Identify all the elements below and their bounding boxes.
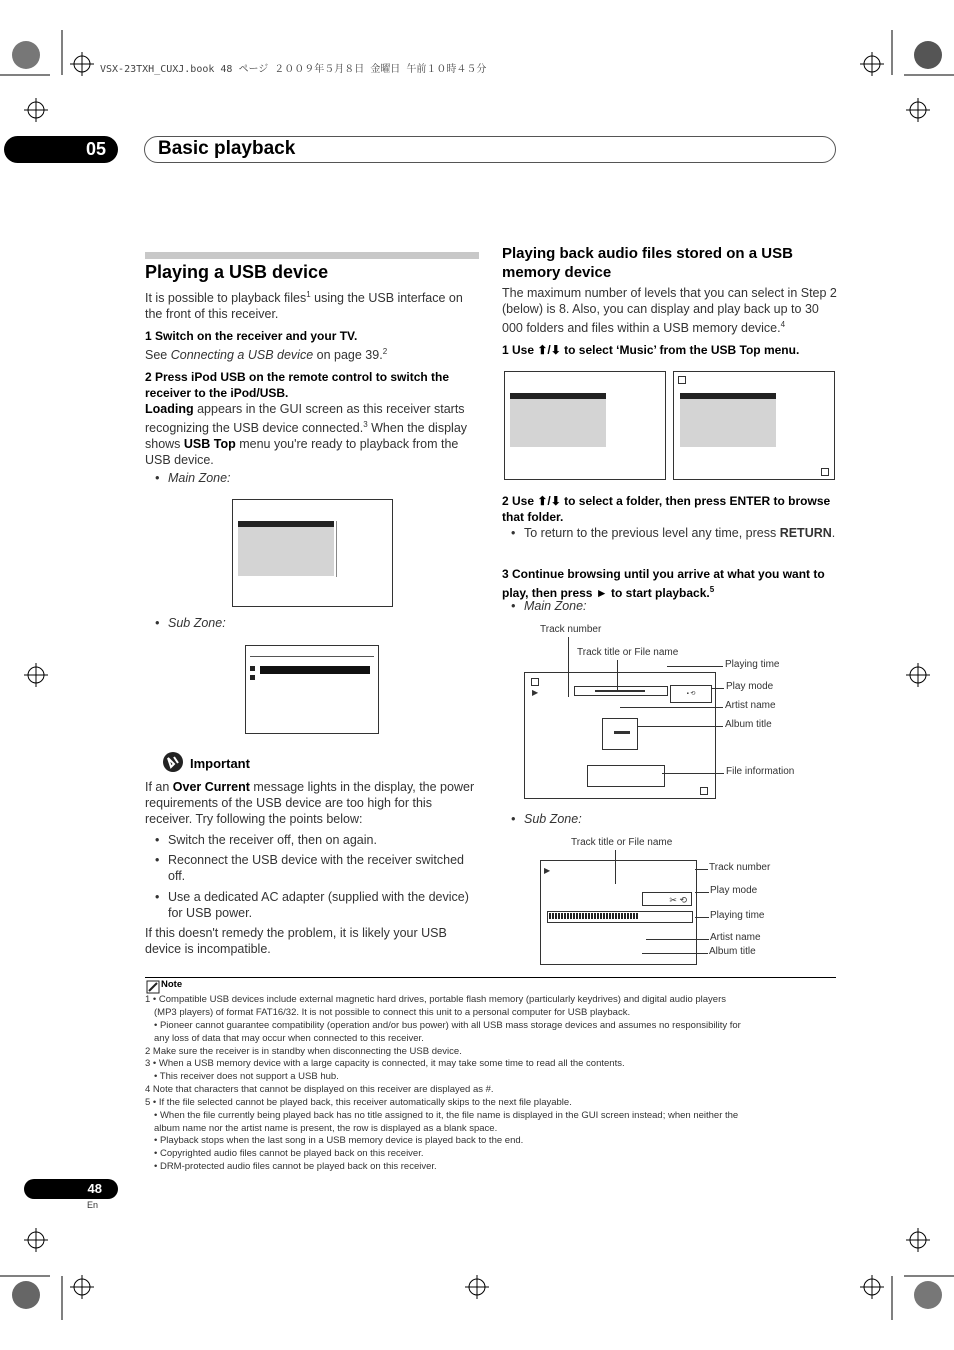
- sub-label-playing-time: Playing time: [710, 910, 765, 921]
- note-icon: [146, 980, 160, 994]
- main-label-file-info: File information: [726, 766, 795, 777]
- step-1-text: See Connecting a USB device on page 39.$^2$: [145, 347, 388, 363]
- section-rule: [145, 252, 479, 259]
- notes-title: Note: [161, 979, 183, 990]
- note-line: 4 Note that characters that cannot be displayed on this receiver are displayed as #.: [145, 1084, 494, 1095]
- page-number: 48: [24, 1179, 118, 1199]
- subsection-heading: Playing back audio files stored on a USB memory device: [502, 245, 793, 281]
- step-1-heading: 1 Switch on the receiver and your TV.: [145, 329, 358, 343]
- right-sub-zone-label: • Sub Zone:: [524, 811, 582, 827]
- right-step-1: 1 Use ⬆/⬇ to select ‘Music’ from the USB Top menu.: [502, 343, 800, 357]
- main-label-track-number: Track number: [540, 624, 602, 635]
- usb-music-screen-2: [673, 371, 835, 480]
- right-step-2-bullet: • To return to the previous level any time, press RETURN.: [524, 525, 836, 541]
- main-label-track-title: Track title or File name: [577, 647, 679, 658]
- sub-zone-label: • Sub Zone:: [168, 615, 226, 631]
- playback-screen-main: ▶ ▪ ⟲: [524, 672, 716, 799]
- right-step-2: 2 Use ⬆/⬇ to select a folder, then press ENTER to browse that folder.: [502, 494, 831, 524]
- main-zone-label: • Main Zone:: [168, 470, 231, 486]
- step-2-text: Loading appears in the GUI screen as this receiver starts recognizing the USB device connected.$^3$ When the display shows USB Top menu you're ready to playback from the USB device.: [145, 402, 468, 468]
- important-bullet-1: • Switch the receiver off, then on again.: [168, 832, 480, 848]
- right-step-3: 3 Continue browsing until you arrive at what you want to play, then press ► to start playback.$^5$: [502, 567, 825, 600]
- step-2-heading: 2 Press iPod USB on the remote control to switch the receiver to the iPod/USB.: [145, 370, 450, 400]
- main-label-play-mode: Play mode: [726, 681, 774, 692]
- usb-top-screen-sub: [245, 645, 379, 734]
- section-heading: Playing a USB device: [145, 262, 329, 282]
- note-line: • Playback stops when the last song in a USB memory device is played back to the end.: [154, 1135, 524, 1146]
- right-main-zone-label: • Main Zone:: [524, 598, 587, 614]
- sub-label-album-title: Album title: [709, 946, 756, 957]
- note-line: 1 • Compatible USB devices include external magnetic hard drives, portable flash memory (particularly keydrives) and digital audio players: [145, 994, 726, 1005]
- important-text: If an Over Current message lights in the display, the power requirements of the USB device are too high for this receiver. Try following the points below:: [145, 780, 475, 826]
- note-line: • Copyrighted audio files cannot be played back on this receiver.: [154, 1148, 424, 1159]
- playback-screen-sub: ▶ ✂ ⟲: [540, 860, 697, 965]
- usb-top-screen-main: [232, 499, 393, 607]
- usb-music-screen-1: [504, 371, 666, 480]
- sub-label-artist-name: Artist name: [710, 932, 761, 943]
- note-line: • DRM-protected audio files cannot be played back on this receiver.: [154, 1161, 437, 1172]
- chapter-title: Basic playback: [158, 138, 296, 159]
- sub-label-track-number: Track number: [709, 862, 771, 873]
- important-title: Important: [190, 756, 250, 771]
- intro-paragraph: It is possible to playback files$^1$ using the USB interface on the front of this receiver.: [145, 290, 463, 322]
- sub-label-track-title: Track title or File name: [571, 837, 673, 848]
- note-line: any loss of data that may occur when connected to this receiver.: [154, 1033, 424, 1044]
- note-line: album name nor the artist name is present, the row is displayed as a blank space.: [154, 1123, 498, 1134]
- page-language: En: [87, 1200, 99, 1210]
- note-line: 2 Make sure the receiver is in standby when disconnecting the USB device.: [145, 1046, 462, 1057]
- chapter-number: 05: [4, 136, 118, 163]
- note-line: • Pioneer cannot guarantee compatibility (operation and/or bus power) with all USB mass storage devices and assumes no responsibility for: [154, 1020, 741, 1031]
- important-icon: [162, 751, 184, 773]
- important-bullet-3: • Use a dedicated AC adapter (supplied with the device) for USB power.: [168, 889, 480, 921]
- important-end: If this doesn't remedy the problem, it is likely your USB device is incompatible.: [145, 926, 447, 956]
- main-label-playing-time: Playing time: [725, 659, 780, 670]
- note-line: • This receiver does not support a USB hub.: [154, 1071, 339, 1082]
- main-label-album-title: Album title: [725, 719, 772, 730]
- main-label-artist-name: Artist name: [725, 700, 776, 711]
- important-bullet-2: • Reconnect the USB device with the receiver switched off.: [168, 852, 480, 884]
- note-line: 5 • If the file selected cannot be played back, this receiver automatically skips to the next file playable.: [145, 1097, 572, 1108]
- print-header: VSX-23TXH_CUXJ.book 48 ページ ２００９年５月８日 金曜日 午前１０時４５分: [100, 64, 487, 75]
- notes-rule: [145, 977, 836, 978]
- note-line: (MP3 players) of format FAT16/32. It is not possible to connect this unit to a personal computer for USB playback.: [154, 1007, 631, 1018]
- note-line: • When the file currently being played back has no title assigned to it, the file name is displayed in the GUI screen instead; when neither the: [154, 1110, 739, 1121]
- sub-label-play-mode: Play mode: [710, 885, 758, 896]
- right-intro: The maximum number of levels that you can select in Step 2 (below) is 8. Also, you can display and play back up to 30 000 folders and files within a USB memory device.$^4$: [502, 286, 837, 336]
- note-line: 3 • When a USB memory device with a large capacity is connected, it may take some time to read all the contents.: [145, 1058, 625, 1069]
